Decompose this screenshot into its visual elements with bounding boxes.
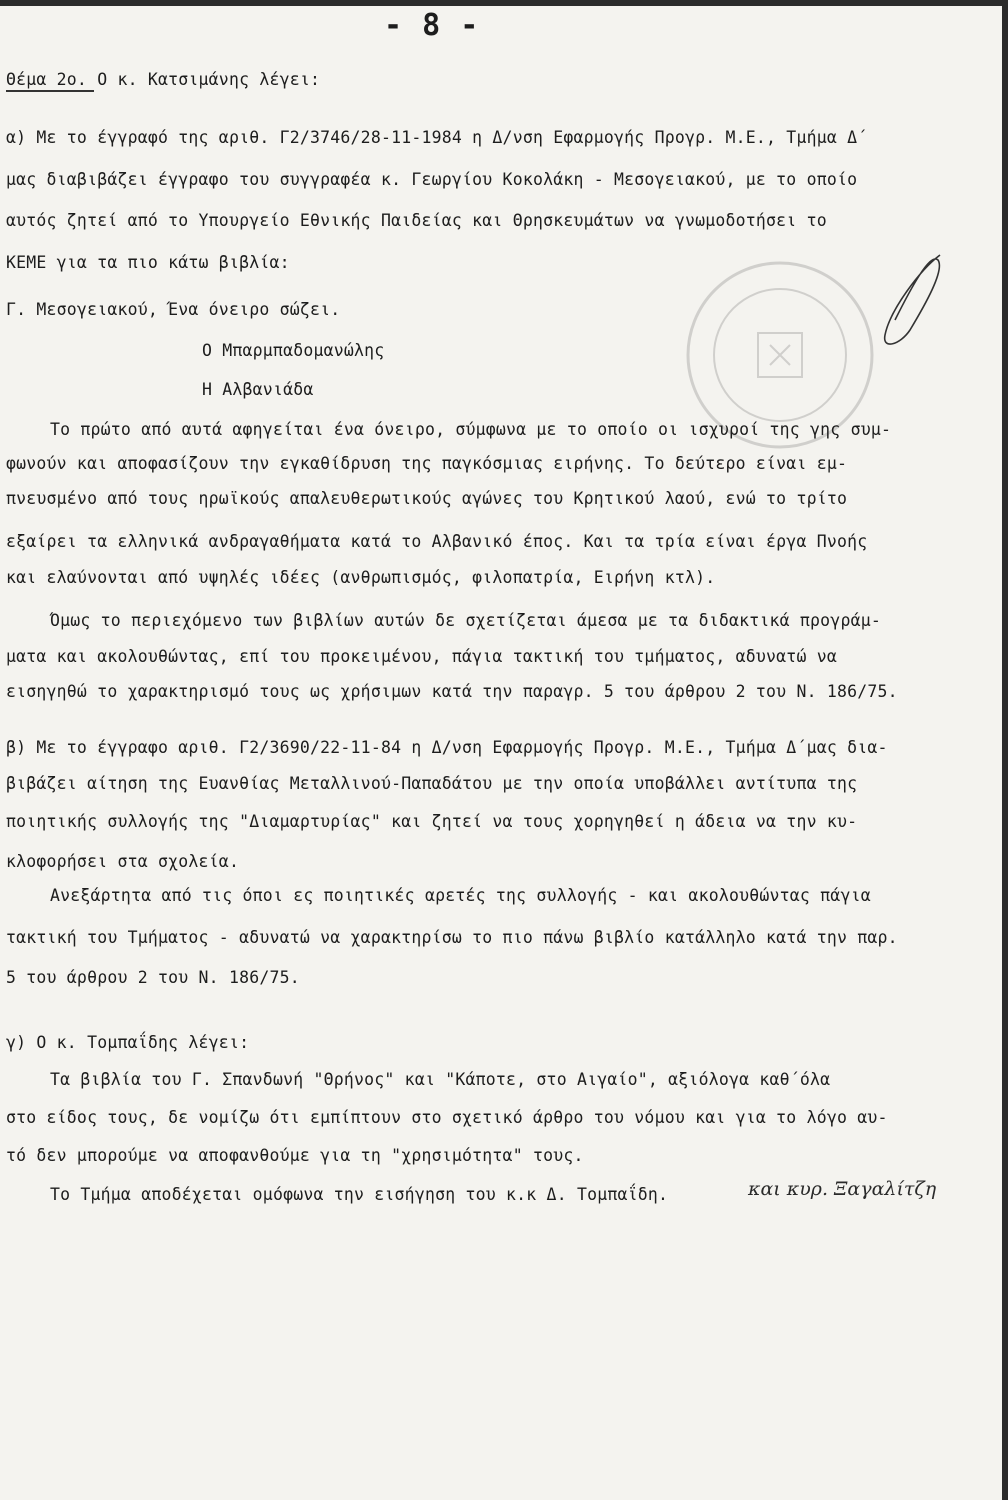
text-line: βιβάζει αίτηση της Ευανθίας Μεταλλινού-Παπαδάτου με την οποία υποβάλλει αντίτυπα της xyxy=(6,774,858,793)
text-line: Όμως το περιεχόμενο των βιβλίων αυτών δε σχετίζεται άμεσα με τα διδακτικά προγράμ- xyxy=(50,611,881,630)
text-line: β) Με το έγγραφο αριθ. Γ2/3690/22-11-84 η Δ/νση Εφαρμογής Προγρ. Μ.Ε., Τμήμα Δ΄μας δια- xyxy=(6,738,888,757)
handwritten-annotation: και κυρ. Ξαγαλίτζη xyxy=(748,1178,937,1200)
text-line: τακτική του Τμήματος - αδυνατώ να χαρακτηρίσω το πιο πάνω βιβλίο κατάλληλο κατά την παρ. xyxy=(6,928,898,947)
signature-mark xyxy=(850,250,960,360)
text-line: κλοφορήσει στα σχολεία. xyxy=(6,852,240,871)
text-line: Γ. Μεσογειακού, Ένα όνειρο σώζει. xyxy=(6,300,341,319)
scan-top-edge xyxy=(0,0,1008,6)
text-line: και ελαύνονται από υψηλές ιδέες (ανθρωπισμός, φιλοπατρία, Ειρήνη κτλ). xyxy=(6,568,716,587)
text-line: ποιητικής συλλογής της "Διαμαρτυρίας" και ζητεί να τους χορηγηθεί η άδεια να την κυ- xyxy=(6,812,858,831)
text-line: 5 του άρθρου 2 του Ν. 186/75. xyxy=(6,968,300,987)
text-line: εισηγηθώ το χαρακτηρισμό τους ως χρήσιμων κατά την παραγρ. 5 του άρθρου 2 του Ν. 186/75. xyxy=(6,682,898,701)
text-line: εξαίρει τα ελληνικά ανδραγαθήματα κατά το Αλβανικό έπος. Και τα τρία είναι έργα Πνοής xyxy=(6,532,868,551)
heading-underline xyxy=(6,90,94,92)
section-heading: Θέμα 2ο. Ο κ. Κατσιμάνης λέγει: xyxy=(6,70,321,89)
text-line: α) Με το έγγραφό της αριθ. Γ2/3746/28-11-1984 η Δ/νση Εφαρμογής Προγρ. Μ.Ε., Τμήμα Δ΄ xyxy=(6,128,868,147)
text-line: τό δεν μπορούμε να αποφανθούμε για τη "χρησιμότητα" τους. xyxy=(6,1146,584,1165)
page-number: - 8 - xyxy=(384,8,480,43)
text-line: φωνούν και αποφασίζουν την εγκαθίδρυση της παγκόσμιας ειρήνης. Το δεύτερο είναι εμ- xyxy=(6,454,848,473)
text-line: Τα βιβλία του Γ. Σπανδωνή "Θρήνος" και "Κάποτε, στο Αιγαίο", αξιόλογα καθ΄όλα xyxy=(50,1070,831,1089)
text-line: πνευσμένο από τους ηρωϊκούς απαλευθερωτικούς αγώνες του Κρητικού λαού, ενώ το τρίτο xyxy=(6,489,848,508)
text-line: μας διαβιβάζει έγγραφο του συγγραφέα κ. Γεωργίου Κοκολάκη - Μεσογειακού, με το οποίο xyxy=(6,170,858,189)
text-line: Η Αλβανιάδα xyxy=(202,380,314,399)
text-line: Ανεξάρτητα από τις όποι ες ποιητικές αρετές της συλλογής - και ακολουθώντας πάγια xyxy=(50,886,871,905)
scan-right-edge xyxy=(1002,0,1008,1500)
text-line: Το Τμήμα αποδέχεται ομόφωνα την εισήγηση του κ.κ Δ. Τομπαΐδη. xyxy=(50,1185,669,1204)
text-line: ΚΕΜΕ για τα πιο κάτω βιβλία: xyxy=(6,253,290,272)
text-line: ματα και ακολουθώντας, επί του προκειμένου, πάγια τακτική του τμήματος, αδυνατώ να xyxy=(6,647,837,666)
text-line: στο είδος τους, δε νομίζω ότι εμπίπτουν στο σχετικό άρθρο του νόμου και για το λόγο αυ- xyxy=(6,1108,888,1127)
text-line: αυτός ζητεί από το Υπουργείο Εθνικής Παιδείας και Θρησκευμάτων να γνωμοδοτήσει το xyxy=(6,211,827,230)
text-line: Το πρώτο από αυτά αφηγείται ένα όνειρο, σύμφωνα με το οποίο οι ισχυροί της γης συμ- xyxy=(50,420,892,439)
text-line: Ο Μπαρμπαδομανώλης xyxy=(202,341,385,360)
text-line: γ) Ο κ. Τομπαΐδης λέγει: xyxy=(6,1033,250,1052)
